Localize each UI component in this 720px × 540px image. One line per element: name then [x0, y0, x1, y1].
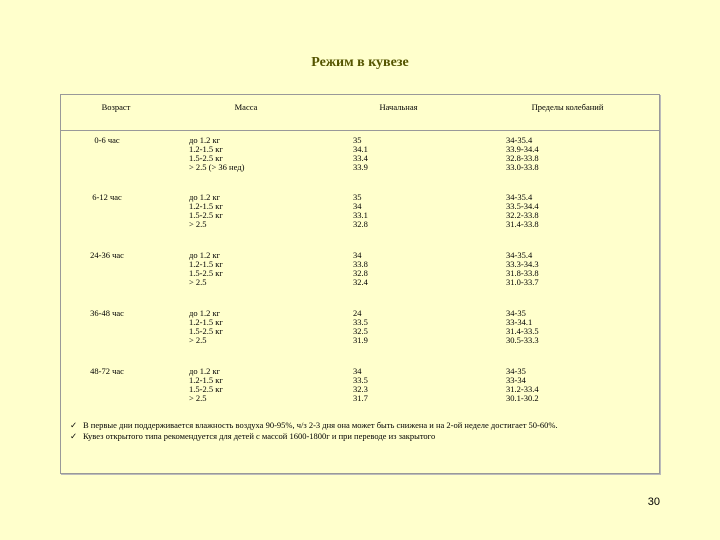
- cell-initial-line: 32.8: [353, 219, 368, 229]
- cell-initial: [321, 362, 476, 420]
- cell-mass-line: 1.5-2.5 кг: [189, 210, 223, 220]
- cell-initial-line: 34.1: [353, 143, 368, 154]
- table-row: [61, 304, 659, 362]
- cell-range: [476, 188, 659, 246]
- cell-mass-line: 1.2-1.5 кг: [189, 143, 223, 154]
- cell-mass-line: 1.5-2.5 кг: [189, 326, 223, 336]
- cell-mass: [171, 362, 321, 420]
- cell-range-line: 30.5-33.3: [506, 335, 539, 345]
- notes-list: [70, 420, 650, 442]
- table-body: [61, 130, 659, 420]
- page-number: 30: [647, 496, 660, 508]
- cell-mass-line: > 2.5: [189, 277, 207, 287]
- cell-initial-line: 34: [353, 250, 362, 260]
- cell-initial: [321, 246, 476, 304]
- cell-initial-line: 33.4: [353, 152, 368, 163]
- cell-range-line: 32.2-33.8: [506, 210, 539, 220]
- header-mass: Масса: [171, 95, 321, 130]
- cell-range-line: 34-35.4: [506, 134, 533, 145]
- header-range: Пределы колебаний: [476, 95, 659, 130]
- cell-initial-line: 32.8: [353, 268, 368, 278]
- cell-mass-line: 1.2-1.5 кг: [189, 317, 223, 327]
- cell-age: 24-36 час: [90, 250, 124, 260]
- cell-initial: [321, 304, 476, 362]
- cell-mass: [171, 246, 321, 304]
- cell-mass-line: до 1.2 кг: [189, 192, 221, 202]
- cell-range-line: 31.8-33.8: [506, 268, 539, 278]
- cell-range-line: 32.8-33.8: [506, 152, 539, 163]
- cell-initial-line: 33.5: [353, 317, 368, 327]
- cell-mass-line: > 2.5: [189, 219, 207, 229]
- cell-mass-line: до 1.2 кг: [189, 366, 221, 376]
- cell-mass-line: 1.2-1.5 кг: [189, 375, 223, 385]
- cell-mass: [171, 188, 321, 246]
- cell-initial-line: 32.4: [353, 277, 368, 287]
- cell-initial-line: 35: [353, 134, 362, 145]
- cell-age: 48-72 час: [90, 366, 124, 376]
- note-item: [70, 431, 650, 442]
- cell-initial-line: 33.9: [353, 161, 368, 172]
- cell-range-line: 31.2-33.4: [506, 384, 539, 394]
- cell-mass: [171, 130, 321, 188]
- cell-initial: [321, 130, 476, 188]
- cell-range-line: 33.9-34.4: [506, 143, 539, 154]
- cell-initial-line: 35: [353, 192, 362, 202]
- cell-mass: [171, 304, 321, 362]
- cell-mass-line: > 2.5: [189, 335, 207, 345]
- cell-mass-line: 1.5-2.5 кг: [189, 268, 223, 278]
- cell-range-line: 33-34: [506, 375, 526, 385]
- cell-age: 6-12 час: [92, 192, 122, 202]
- cell-range-line: 34-35: [506, 366, 526, 376]
- header-age: Возраст: [61, 95, 171, 130]
- cell-initial-line: 24: [353, 308, 362, 318]
- cell-range-line: 34-35.4: [506, 250, 533, 260]
- cell-range-line: 33.0-33.8: [506, 161, 539, 172]
- cell-range: [476, 362, 659, 420]
- incubator-regime-table: [61, 95, 659, 420]
- cell-initial-line: 32.3: [353, 384, 368, 394]
- cell-initial-line: 31.9: [353, 335, 368, 345]
- table-row: [61, 362, 659, 420]
- cell-initial-line: 33.8: [353, 259, 368, 269]
- table-row: [61, 246, 659, 304]
- note-text: Кувез открытого типа рекомендуется для детей с массой 1600-1800г и при переводе из закрытого: [83, 431, 436, 441]
- cell-mass-line: 1.5-2.5 кг: [189, 152, 223, 163]
- cell-mass-line: до 1.2 кг: [189, 250, 221, 260]
- cell-range-line: 33.3-34.3: [506, 259, 539, 269]
- checkmark-icon: ✓: [70, 431, 78, 441]
- cell-range: [476, 246, 659, 304]
- cell-initial-line: 34: [353, 366, 362, 376]
- cell-range-line: 31.4-33.8: [506, 219, 539, 229]
- table-row: [61, 130, 659, 188]
- cell-mass-line: 1.2-1.5 кг: [189, 201, 223, 211]
- cell-initial-line: 33.5: [353, 375, 368, 385]
- cell-range-line: 30.1-30.2: [506, 393, 539, 403]
- cell-initial: [321, 188, 476, 246]
- cell-initial-line: 32.5: [353, 326, 368, 336]
- cell-range: [476, 130, 659, 188]
- cell-range-line: 33.5-34.4: [506, 201, 539, 211]
- cell-mass-line: до 1.2 кг: [189, 134, 221, 145]
- note-text: В первые дни поддерживается влажность воздуха 90-95%, ч/з 2-3 дня она может быть снижена и на 2-ой неделе достигает 50-60%.: [83, 420, 558, 430]
- cell-range: [476, 304, 659, 362]
- cell-age: 36-48 час: [90, 308, 124, 318]
- note-item: [70, 420, 650, 431]
- cell-mass-line: > 2.5 (> 36 нед): [189, 161, 245, 172]
- cell-mass-line: 1.5-2.5 кг: [189, 384, 223, 394]
- checkmark-icon: ✓: [70, 420, 78, 430]
- cell-range-line: 34-35.4: [506, 192, 533, 202]
- cell-range-line: 31.4-33.5: [506, 326, 539, 336]
- cell-mass-line: > 2.5: [189, 393, 207, 403]
- cell-age: 0-6 час: [94, 134, 120, 145]
- cell-initial-line: 34: [353, 201, 362, 211]
- cell-initial-line: 33.1: [353, 210, 368, 220]
- table-row: [61, 188, 659, 246]
- table-header-row: [61, 95, 659, 130]
- header-initial: Начальная: [321, 95, 476, 130]
- cell-range-line: 31.0-33.7: [506, 277, 539, 287]
- cell-mass-line: 1.2-1.5 кг: [189, 259, 223, 269]
- cell-mass-line: до 1.2 кг: [189, 308, 221, 318]
- cell-range-line: 34-35: [506, 308, 526, 318]
- cell-initial-line: 31.7: [353, 393, 368, 403]
- slide-title: Режим в кувезе: [311, 55, 409, 70]
- cell-range-line: 33-34.1: [506, 317, 533, 327]
